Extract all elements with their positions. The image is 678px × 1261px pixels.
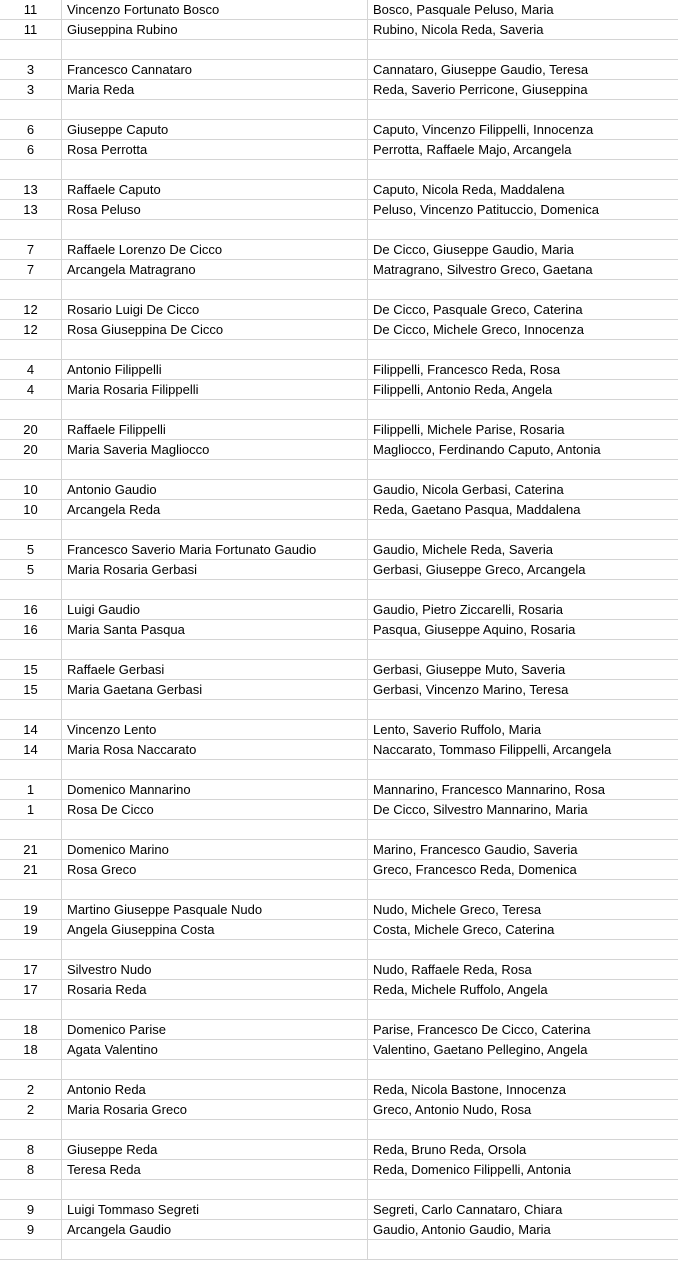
parents-cell[interactable]: Reda, Gaetano Pasqua, Maddalena [373, 502, 581, 517]
table-row [0, 20, 678, 40]
parents-cell[interactable]: Filippelli, Antonio Reda, Angela [373, 382, 553, 397]
parents-cell[interactable]: Costa, Michele Greco, Caterina [373, 922, 555, 937]
table-row [0, 100, 678, 120]
row-number-cell[interactable] [0, 820, 62, 839]
row-number-cell[interactable]: 7 [0, 240, 62, 259]
spouse-name-cell[interactable]: Giuseppe Caputo [62, 120, 368, 139]
table-row [0, 560, 678, 580]
table-row [0, 520, 678, 540]
parents-cell[interactable] [368, 340, 678, 359]
spouse-name-cell[interactable] [62, 760, 368, 779]
row-number-cell[interactable]: 13 [0, 180, 62, 199]
spouse-name-cell[interactable]: Giuseppina Rubino [62, 20, 368, 39]
spouse-name-cell[interactable] [62, 1180, 368, 1199]
parents-cell[interactable] [368, 1180, 678, 1199]
row-number-cell[interactable]: 1 [0, 800, 62, 819]
row-number-cell[interactable]: 21 [0, 840, 62, 859]
parents-cell[interactable]: Reda, Nicola Bastone, Innocenza [373, 1082, 566, 1097]
spouse-name-cell[interactable] [62, 820, 368, 839]
parents-cell[interactable] [368, 160, 678, 179]
parents-cell[interactable]: Gaudio, Pietro Ziccarelli, Rosaria [373, 602, 564, 617]
parents-cell[interactable]: Lento, Saverio Ruffolo, Maria [373, 722, 542, 737]
spouse-name-cell[interactable] [62, 160, 368, 179]
row-number-cell[interactable]: 3 [0, 60, 62, 79]
row-number-cell[interactable] [0, 160, 62, 179]
spouse-name-cell[interactable]: Giuseppe Reda [62, 1140, 368, 1159]
row-number-cell[interactable]: 11 [0, 0, 62, 19]
table-row [0, 1080, 678, 1100]
table-row [0, 920, 678, 940]
row-number-cell[interactable] [0, 1120, 62, 1139]
table-row [0, 480, 678, 500]
parents-cell[interactable] [368, 880, 678, 899]
spouse-name-cell[interactable] [62, 700, 368, 719]
spouse-name-cell[interactable]: Arcangela Reda [62, 500, 368, 519]
parents-cell[interactable]: Rubino, Nicola Reda, Saveria [373, 22, 544, 37]
parents-cell[interactable]: Matragrano, Silvestro Greco, Gaetana [373, 262, 593, 277]
row-number-cell[interactable] [0, 100, 62, 119]
row-number-cell[interactable]: 12 [0, 320, 62, 339]
spouse-name-cell[interactable]: Maria Rosaria Gerbasi [62, 560, 368, 579]
row-number-cell[interactable] [0, 40, 62, 59]
parents-cell[interactable]: Filippelli, Francesco Reda, Rosa [373, 362, 561, 377]
spouse-name-cell[interactable]: Maria Saveria Magliocco [62, 440, 368, 459]
row-number-cell[interactable] [0, 580, 62, 599]
row-number-cell[interactable]: 18 [0, 1020, 62, 1039]
parents-cell[interactable]: Caputo, Nicola Reda, Maddalena [373, 182, 565, 197]
spouse-name-cell[interactable] [62, 460, 368, 479]
row-number-cell[interactable]: 19 [0, 920, 62, 939]
spouse-name-cell[interactable] [62, 40, 368, 59]
parents-cell[interactable]: Parise, Francesco De Cicco, Caterina [373, 1022, 591, 1037]
table-row [0, 280, 678, 300]
table-row [0, 340, 678, 360]
row-number-cell[interactable]: 20 [0, 420, 62, 439]
parents-cell[interactable]: Segreti, Carlo Cannataro, Chiara [373, 1202, 563, 1217]
row-number-cell[interactable] [0, 1180, 62, 1199]
spouse-name-cell[interactable]: Raffaele Filippelli [62, 420, 368, 439]
spouse-name-cell[interactable] [62, 280, 368, 299]
table-row [0, 740, 678, 760]
parents-cell[interactable]: De Cicco, Pasquale Greco, Caterina [373, 302, 583, 317]
table-row [0, 400, 678, 420]
spouse-name-cell[interactable]: Vincenzo Lento [62, 720, 368, 739]
parents-cell[interactable] [368, 280, 678, 299]
table-row [0, 1180, 678, 1200]
table-row [0, 600, 678, 620]
parents-cell[interactable]: Pasqua, Giuseppe Aquino, Rosaria [373, 622, 576, 637]
spouse-name-cell[interactable]: Domenico Marino [62, 840, 368, 859]
spouse-name-cell[interactable]: Teresa Reda [62, 1160, 368, 1179]
table-row [0, 700, 678, 720]
parents-cell[interactable]: Reda, Domenico Filippelli, Antonia [373, 1162, 571, 1177]
table-row [0, 220, 678, 240]
spouse-name-cell[interactable]: Rosa Perrotta [62, 140, 368, 159]
table-row [0, 1100, 678, 1120]
row-number-cell[interactable]: 10 [0, 500, 62, 519]
row-number-cell[interactable]: 21 [0, 860, 62, 879]
row-number-cell[interactable]: 4 [0, 380, 62, 399]
table-row [0, 80, 678, 100]
spouse-name-cell[interactable]: Maria Reda [62, 80, 368, 99]
parents-cell[interactable]: Cannataro, Giuseppe Gaudio, Teresa [373, 62, 589, 77]
parents-cell[interactable] [368, 940, 678, 959]
row-number-cell[interactable]: 14 [0, 740, 62, 759]
spouse-name-cell[interactable] [62, 1060, 368, 1079]
table-row [0, 880, 678, 900]
table-row [0, 140, 678, 160]
spouse-name-cell[interactable]: Maria Rosaria Greco [62, 1100, 368, 1119]
parents-cell[interactable] [368, 100, 678, 119]
spouse-name-cell[interactable]: Arcangela Gaudio [62, 1220, 368, 1239]
parents-cell[interactable]: Reda, Saverio Perricone, Giuseppina [373, 82, 588, 97]
row-number-cell[interactable]: 6 [0, 140, 62, 159]
row-number-cell[interactable]: 19 [0, 900, 62, 919]
spouse-name-cell[interactable] [62, 400, 368, 419]
table-row [0, 900, 678, 920]
parents-cell[interactable]: Gaudio, Nicola Gerbasi, Caterina [373, 482, 564, 497]
row-number-cell[interactable]: 8 [0, 1140, 62, 1159]
spouse-name-cell[interactable]: Francesco Cannataro [62, 60, 368, 79]
table-row [0, 680, 678, 700]
table-row [0, 620, 678, 640]
spouse-name-cell[interactable]: Arcangela Matragrano [62, 260, 368, 279]
row-number-cell[interactable]: 16 [0, 620, 62, 639]
spouse-name-cell[interactable] [62, 100, 368, 119]
table-row [0, 180, 678, 200]
parents-cell[interactable]: De Cicco, Giuseppe Gaudio, Maria [373, 242, 574, 257]
parents-cell[interactable] [368, 220, 678, 239]
row-number-cell[interactable]: 7 [0, 260, 62, 279]
spouse-name-cell[interactable]: Maria Santa Pasqua [62, 620, 368, 639]
parents-cell[interactable] [368, 1120, 678, 1139]
row-number-cell[interactable] [0, 340, 62, 359]
parents-cell[interactable] [368, 640, 678, 659]
parents-cell[interactable]: Gerbasi, Giuseppe Greco, Arcangela [373, 562, 586, 577]
row-number-cell[interactable] [0, 700, 62, 719]
spouse-name-cell[interactable] [62, 940, 368, 959]
parents-cell[interactable] [368, 520, 678, 539]
table-row [0, 1120, 678, 1140]
spouse-name-cell[interactable]: Raffaele Lorenzo De Cicco [62, 240, 368, 259]
table-row [0, 1020, 678, 1040]
spouse-name-cell[interactable]: Rosa Greco [62, 860, 368, 879]
spouse-name-cell[interactable]: Antonio Reda [62, 1080, 368, 1099]
table-row [0, 640, 678, 660]
spouse-name-cell[interactable]: Rosaria Reda [62, 980, 368, 999]
parents-cell[interactable] [368, 40, 678, 59]
row-number-cell[interactable]: 9 [0, 1220, 62, 1239]
parents-cell[interactable]: Gerbasi, Giuseppe Muto, Saveria [373, 662, 566, 677]
row-number-cell[interactable] [0, 760, 62, 779]
table-row [0, 1160, 678, 1180]
row-number-cell[interactable]: 2 [0, 1080, 62, 1099]
spouse-name-cell[interactable]: Francesco Saverio Maria Fortunato Gaudio [62, 540, 368, 559]
row-number-cell[interactable]: 9 [0, 1200, 62, 1219]
row-number-cell[interactable]: 17 [0, 960, 62, 979]
spouse-name-cell[interactable]: Raffaele Caputo [62, 180, 368, 199]
parents-cell[interactable] [368, 760, 678, 779]
row-number-cell[interactable] [0, 220, 62, 239]
row-number-cell[interactable]: 16 [0, 600, 62, 619]
table-row [0, 440, 678, 460]
row-number-cell[interactable]: 12 [0, 300, 62, 319]
parents-cell[interactable]: De Cicco, Michele Greco, Innocenza [373, 322, 584, 337]
parents-cell[interactable]: Magliocco, Ferdinando Caputo, Antonia [373, 442, 601, 457]
table-row [0, 240, 678, 260]
row-number-cell[interactable]: 1 [0, 780, 62, 799]
table-row [0, 720, 678, 740]
parents-cell[interactable] [368, 580, 678, 599]
row-number-cell[interactable]: 13 [0, 200, 62, 219]
spouse-name-cell[interactable]: Martino Giuseppe Pasquale Nudo [62, 900, 368, 919]
table-row [0, 660, 678, 680]
table-row [0, 580, 678, 600]
row-number-cell[interactable]: 10 [0, 480, 62, 499]
table-row [0, 500, 678, 520]
table-row [0, 1040, 678, 1060]
table-row [0, 1220, 678, 1240]
row-number-cell[interactable] [0, 640, 62, 659]
row-number-cell[interactable] [0, 280, 62, 299]
spouse-name-cell[interactable]: Rosa Peluso [62, 200, 368, 219]
parents-cell[interactable]: De Cicco, Silvestro Mannarino, Maria [373, 802, 588, 817]
spouse-name-cell[interactable]: Silvestro Nudo [62, 960, 368, 979]
parents-cell[interactable]: Nudo, Michele Greco, Teresa [373, 902, 542, 917]
parents-cell[interactable] [368, 1060, 678, 1079]
table-row [0, 960, 678, 980]
row-number-cell[interactable]: 3 [0, 80, 62, 99]
parents-cell[interactable]: Greco, Antonio Nudo, Rosa [373, 1102, 532, 1117]
parents-cell[interactable] [368, 820, 678, 839]
table-row [0, 780, 678, 800]
row-number-cell[interactable] [0, 1060, 62, 1079]
parents-cell[interactable]: Mannarino, Francesco Mannarino, Rosa [373, 782, 605, 797]
spouse-name-cell[interactable]: Maria Rosaria Filippelli [62, 380, 368, 399]
table-row [0, 380, 678, 400]
parents-cell[interactable]: Gaudio, Michele Reda, Saveria [373, 542, 553, 557]
parents-cell[interactable]: Gerbasi, Vincenzo Marino, Teresa [373, 682, 569, 697]
table-row [0, 820, 678, 840]
spouse-name-cell[interactable] [62, 220, 368, 239]
spouse-name-cell[interactable]: Raffaele Gerbasi [62, 660, 368, 679]
parents-cell[interactable]: Gaudio, Antonio Gaudio, Maria [373, 1222, 551, 1237]
row-number-cell[interactable] [0, 400, 62, 419]
spouse-name-cell[interactable] [62, 880, 368, 899]
parents-cell[interactable] [368, 1000, 678, 1019]
table-row [0, 160, 678, 180]
row-number-cell[interactable] [0, 520, 62, 539]
spouse-name-cell[interactable]: Rosario Luigi De Cicco [62, 300, 368, 319]
spouse-name-cell[interactable]: Angela Giuseppina Costa [62, 920, 368, 939]
parents-cell[interactable]: Marino, Francesco Gaudio, Saveria [373, 842, 578, 857]
table-row [0, 980, 678, 1000]
parents-cell[interactable]: Caputo, Vincenzo Filippelli, Innocenza [373, 122, 594, 137]
table-row [0, 940, 678, 960]
spouse-name-cell[interactable]: Rosa Giuseppina De Cicco [62, 320, 368, 339]
spouse-name-cell[interactable] [62, 1120, 368, 1139]
parents-cell[interactable]: Valentino, Gaetano Pellegino, Angela [373, 1042, 588, 1057]
parents-cell[interactable]: Reda, Michele Ruffolo, Angela [373, 982, 548, 997]
parents-cell[interactable]: Filippelli, Michele Parise, Rosaria [373, 422, 565, 437]
row-number-cell[interactable]: 4 [0, 360, 62, 379]
spouse-name-cell[interactable] [62, 1000, 368, 1019]
table-row [0, 860, 678, 880]
spouse-name-cell[interactable]: Luigi Gaudio [62, 600, 368, 619]
spouse-name-cell[interactable] [62, 340, 368, 359]
spouse-name-cell[interactable] [62, 520, 368, 539]
spouse-name-cell[interactable]: Vincenzo Fortunato Bosco [62, 0, 368, 19]
spouse-name-cell[interactable]: Domenico Parise [62, 1020, 368, 1039]
table-row [0, 40, 678, 60]
table-row [0, 200, 678, 220]
spouse-name-cell[interactable] [62, 580, 368, 599]
row-number-cell[interactable] [0, 940, 62, 959]
row-number-cell[interactable] [0, 1240, 62, 1259]
parents-cell[interactable]: Naccarato, Tommaso Filippelli, Arcangela [373, 742, 612, 757]
parents-cell[interactable]: Reda, Bruno Reda, Orsola [373, 1142, 527, 1157]
parents-cell[interactable] [368, 1240, 678, 1259]
row-number-cell[interactable]: 20 [0, 440, 62, 459]
parents-cell[interactable]: Bosco, Pasquale Peluso, Maria [373, 2, 554, 17]
table-row [0, 120, 678, 140]
row-number-cell[interactable] [0, 460, 62, 479]
table-row [0, 800, 678, 820]
spouse-name-cell[interactable]: Rosa De Cicco [62, 800, 368, 819]
row-number-cell[interactable]: 18 [0, 1040, 62, 1059]
table-row [0, 460, 678, 480]
parents-cell[interactable]: Greco, Francesco Reda, Domenica [373, 862, 577, 877]
table-row [0, 320, 678, 340]
table-row [0, 1000, 678, 1020]
parents-cell[interactable] [368, 700, 678, 719]
row-number-cell[interactable]: 2 [0, 1100, 62, 1119]
table-row [0, 260, 678, 280]
spouse-name-cell[interactable]: Agata Valentino [62, 1040, 368, 1059]
row-number-cell[interactable] [0, 880, 62, 899]
spouse-name-cell[interactable] [62, 1240, 368, 1259]
table-row [0, 0, 678, 20]
table-row [0, 360, 678, 380]
table-row [0, 840, 678, 860]
table-row [0, 1240, 678, 1260]
spouse-name-cell[interactable]: Antonio Gaudio [62, 480, 368, 499]
row-number-cell[interactable]: 15 [0, 660, 62, 679]
parents-cell[interactable] [368, 460, 678, 479]
row-number-cell[interactable]: 15 [0, 680, 62, 699]
spouse-name-cell[interactable]: Antonio Filippelli [62, 360, 368, 379]
table-row [0, 760, 678, 780]
spouse-name-cell[interactable]: Maria Rosa Naccarato [62, 740, 368, 759]
row-number-cell[interactable]: 17 [0, 980, 62, 999]
parents-cell[interactable]: Nudo, Raffaele Reda, Rosa [373, 962, 532, 977]
parents-cell[interactable] [368, 400, 678, 419]
spouse-name-cell[interactable]: Maria Gaetana Gerbasi [62, 680, 368, 699]
row-number-cell[interactable]: 5 [0, 540, 62, 559]
row-number-cell[interactable] [0, 1000, 62, 1019]
table-row [0, 300, 678, 320]
spouse-name-cell[interactable]: Luigi Tommaso Segreti [62, 1200, 368, 1219]
table-row [0, 1140, 678, 1160]
table-row [0, 1200, 678, 1220]
row-number-cell[interactable]: 6 [0, 120, 62, 139]
row-number-cell[interactable]: 14 [0, 720, 62, 739]
parents-cell[interactable]: Perrotta, Raffaele Majo, Arcangela [373, 142, 572, 157]
parents-cell[interactable]: Peluso, Vincenzo Patituccio, Domenica [373, 202, 599, 217]
row-number-cell[interactable]: 11 [0, 20, 62, 39]
spouse-name-cell[interactable]: Domenico Mannarino [62, 780, 368, 799]
table-row [0, 420, 678, 440]
table-row [0, 1060, 678, 1080]
table-row [0, 60, 678, 80]
row-number-cell[interactable]: 5 [0, 560, 62, 579]
table-row [0, 540, 678, 560]
spouse-name-cell[interactable] [62, 640, 368, 659]
row-number-cell[interactable]: 8 [0, 1160, 62, 1179]
